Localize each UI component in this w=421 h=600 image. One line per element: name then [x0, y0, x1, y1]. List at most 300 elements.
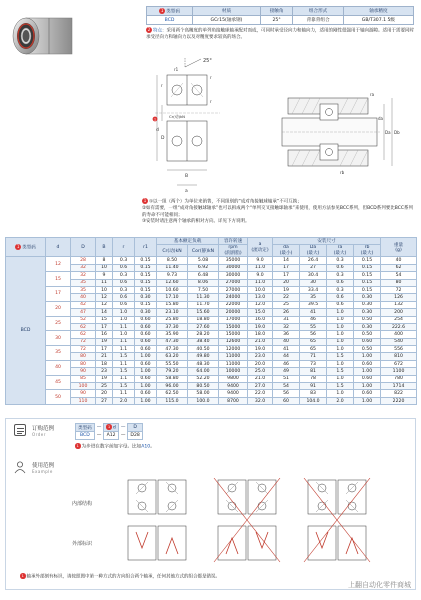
col-Da: Da (最大): [300, 245, 327, 257]
order-code-table: 类型码 — 1 d — D BCD — A12 — D28: [75, 423, 143, 440]
table-cell: 2220: [381, 397, 417, 404]
col-d: d: [46, 238, 71, 257]
table-cell: 9400: [219, 390, 248, 397]
table-cell: 12600: [219, 338, 248, 345]
table-cell: 9.73: [157, 272, 188, 279]
table-cell: 10.60: [157, 286, 188, 293]
table-cell: 80: [381, 279, 417, 286]
table-cell: 1.5: [113, 353, 135, 360]
table-cell: 104.0: [300, 397, 327, 404]
table-cell: 35: [300, 294, 327, 301]
table-cell: 0.6: [113, 279, 135, 286]
table-cell: 90: [71, 390, 96, 397]
table-cell: 0.60: [135, 390, 157, 397]
col-da: da (最小): [273, 245, 300, 257]
table-cell: 27: [300, 264, 327, 271]
inner-diameter-cell: 25: [46, 316, 71, 331]
table-cell: 17: [96, 323, 113, 330]
table-cell: 672: [381, 360, 417, 367]
table-cell: 40: [381, 257, 417, 264]
table-cell: 19: [96, 338, 113, 345]
table-cell: 0.60: [135, 375, 157, 382]
table-cell: 1.00: [135, 397, 157, 404]
table-cell: 2.0: [327, 397, 354, 404]
table-cell: 1.5: [327, 383, 354, 390]
table-cell: 0.30: [135, 309, 157, 316]
table-cell: 35000: [219, 257, 248, 264]
table-cell: 0.15: [135, 301, 157, 308]
table-cell: 0.15: [354, 257, 381, 264]
footer-badge: 1: [21, 573, 24, 578]
drawing-label-r1: r1: [174, 67, 179, 72]
svg-text:1: 1: [153, 117, 157, 122]
spec-value-precision: GB/T307.1 5级: [343, 16, 413, 25]
table-cell: 36: [273, 331, 300, 338]
table-cell: 35: [71, 279, 96, 286]
table-cell: 0.6: [113, 294, 135, 301]
order-note-badge: 1: [76, 443, 79, 448]
table-cell: 13.0: [248, 294, 273, 301]
table-cell: 9800: [219, 375, 248, 382]
table-cell: 0.6: [327, 294, 354, 301]
spec-header-combo: 组合形式: [293, 7, 343, 16]
type-code-cell: BCD: [6, 257, 46, 405]
table-cell: 810: [381, 353, 417, 360]
table-cell: 22000: [219, 301, 248, 308]
table-cell: 32: [71, 272, 96, 279]
table-cell: 556: [381, 346, 417, 353]
table-cell: 0.60: [135, 331, 157, 338]
table-cell: 40: [273, 338, 300, 345]
table-cell: 58.00: [188, 390, 219, 397]
table-cell: 17: [96, 346, 113, 353]
order-value-d: A12: [104, 432, 118, 440]
table-cell: 16.0: [248, 316, 273, 323]
table-cell: 30000: [219, 272, 248, 279]
col-cor: Cor(静)kN: [188, 245, 219, 257]
table-cell: 11000: [219, 360, 248, 367]
table-cell: 200: [381, 309, 417, 316]
table-cell: 0.6: [113, 264, 135, 271]
table-cell: 52.20: [188, 375, 219, 382]
table-cell: 19.0: [248, 346, 273, 353]
table-cell: 35: [71, 286, 96, 293]
table-row: [6, 257, 417, 264]
table-cell: 0.6: [327, 264, 354, 271]
table-cell: 0.6: [327, 279, 354, 286]
table-cell: 23.10: [157, 309, 188, 316]
table-cell: 18.80: [188, 316, 219, 323]
table-cell: 17: [273, 272, 300, 279]
table-cell: 62: [381, 264, 417, 271]
table-cell: 0.3: [113, 272, 135, 279]
drawing-label-d: d: [156, 128, 159, 133]
table-cell: 23.0: [248, 353, 273, 360]
spec-header-precision: 轴承精度: [343, 7, 413, 16]
order-note: 1 为步进在数字前加字母。比如A10。: [76, 443, 155, 450]
table-cell: 17.10: [157, 294, 188, 301]
table-cell: 1.0: [327, 390, 354, 397]
table-cell: 10000: [219, 368, 248, 375]
table-cell: 1.1: [113, 323, 135, 330]
table-cell: 62: [71, 331, 96, 338]
table-cell: 0.3: [113, 286, 135, 293]
inner-diameter-cell: 17: [46, 286, 71, 301]
table-cell: 60: [273, 397, 300, 404]
table-cell: 9.0: [248, 272, 273, 279]
table-cell: 81: [300, 368, 327, 375]
table-cell: 1.5: [113, 383, 135, 390]
col-rpm: rpm (润滑脂): [219, 245, 248, 257]
spec-value-type: BCD: [147, 16, 193, 25]
table-cell: 72: [381, 286, 417, 293]
table-cell: 46: [273, 360, 300, 367]
spec-header-type: 1 类型码: [147, 7, 193, 16]
table-cell: 62.50: [157, 390, 188, 397]
table-cell: 51: [273, 375, 300, 382]
order-header-type: 类型码: [76, 424, 95, 432]
table-cell: 110: [71, 397, 96, 404]
table-cell: 0.15: [135, 279, 157, 286]
table-cell: 15.80: [157, 301, 188, 308]
table-cell: 28: [71, 257, 96, 264]
table-cell: 9: [96, 272, 113, 279]
table-cell: 18: [96, 360, 113, 367]
table-cell: 32.0: [248, 397, 273, 404]
table-cell: 1.5: [327, 368, 354, 375]
table-cell: 21.0: [248, 375, 273, 382]
table-cell: 0.50: [354, 331, 381, 338]
mounting-drawing: [280, 90, 405, 180]
table-cell: 1.1: [113, 390, 135, 397]
table-cell: 49.80: [188, 353, 219, 360]
table-cell: 1.5: [113, 368, 135, 375]
table-cell: 42: [71, 301, 96, 308]
table-cell: 19: [273, 286, 300, 293]
mount-label-ra: ra: [370, 92, 375, 97]
table-cell: 12: [96, 301, 113, 308]
table-cell: 22.0: [248, 390, 273, 397]
table-cell: 0.15: [135, 257, 157, 264]
spec-value-material: GCr15(轴承钢): [193, 16, 261, 25]
inner-diameter-cell: 30: [46, 331, 71, 346]
table-cell: 47: [71, 309, 96, 316]
footer-note: 1 轴承外部刻有标识，请按照图中第一种方式的方向组合两个轴承，任何其他方式的组合都是错误。: [21, 573, 220, 580]
table-cell: 1.00: [135, 368, 157, 375]
drawing-angle: 25°: [203, 58, 212, 64]
table-cell: 32: [273, 323, 300, 330]
col-group-install: 安装尺寸: [273, 238, 381, 245]
table-cell: 20000: [219, 309, 248, 316]
table-cell: 540: [381, 338, 417, 345]
table-cell: 0.15: [135, 286, 157, 293]
table-cell: 0.60: [135, 323, 157, 330]
table-cell: 780: [381, 375, 417, 382]
table-cell: 0.3: [113, 257, 135, 264]
table-cell: 6.92: [188, 264, 219, 271]
table-cell: 10.0: [248, 286, 273, 293]
inner-diameter-cell: 40: [46, 360, 71, 375]
table-cell: 1.1: [113, 346, 135, 353]
table-cell: 30.4: [300, 272, 327, 279]
table-cell: 0.6: [327, 301, 354, 308]
table-cell: 0.60: [354, 375, 381, 382]
inner-diameter-cell: 12: [46, 257, 71, 272]
usage-example-title: 使用范例: [32, 463, 55, 469]
table-cell: 1.1: [113, 338, 135, 345]
order-value-D: D28: [128, 432, 142, 440]
table-cell: 15.60: [188, 309, 219, 316]
table-cell: 0.3: [327, 286, 354, 293]
table-cell: 0.60: [354, 338, 381, 345]
table-cell: 15000: [219, 331, 248, 338]
note-line-3: ③安装时请注意两个轴承的相对方向。详见下方说明。: [142, 219, 250, 225]
note-line-2: ②如有需要，一组“成对角接触球轴承”也可以拆成两个“单列交叉接触球轴承”来使用，使用方法参见BCC系列，但BCD系列要比BCC系列的寿命不可能相同；: [142, 206, 414, 218]
table-cell: 17000: [219, 316, 248, 323]
order-header-d: 1 d: [104, 424, 118, 432]
table-cell: 19: [96, 375, 113, 382]
table-cell: 14: [96, 309, 113, 316]
feature-body: ：采用两个高精度的单列角接触球轴承配对而成，可同时承受径向力和轴向力，适用的刚性很强用于轴向游隙。适用于需要同时承受径向力和轴向力以及对精度要求较高的场合。: [146, 28, 414, 40]
table-cell: 63.20: [157, 353, 188, 360]
table-cell: 0.15: [354, 279, 381, 286]
col-D: D: [71, 238, 96, 257]
table-cell: 822: [381, 390, 417, 397]
usage-diagrams: [118, 478, 388, 570]
col-a: a (流动定): [248, 238, 273, 257]
table-cell: 46: [300, 316, 327, 323]
table-cell: 5.08: [188, 257, 219, 264]
table-cell: 80.50: [188, 383, 219, 390]
table-cell: 54: [273, 383, 300, 390]
table-row: [6, 331, 417, 338]
spec-header-material: 材质: [193, 7, 261, 16]
table-row: [6, 346, 417, 353]
table-cell: 19.0: [248, 323, 273, 330]
col-cr: Cr(动)kN: [157, 245, 188, 257]
table-cell: 8700: [219, 397, 248, 404]
col-B: B: [96, 238, 113, 257]
table-cell: 0.15: [354, 272, 381, 279]
table-cell: 12000: [219, 346, 248, 353]
order-example-icon: [14, 424, 26, 436]
table-cell: 15.0: [248, 309, 273, 316]
table-cell: 15: [96, 316, 113, 323]
table-cell: 0.30: [354, 301, 381, 308]
col-r: r: [113, 238, 135, 257]
table-row: [6, 390, 417, 397]
usage-example-icon: [13, 460, 27, 474]
mount-label-rb: rb: [340, 170, 345, 175]
drawing-label-B: B: [185, 174, 189, 179]
table-cell: 33.4: [300, 286, 327, 293]
table-cell: 0.15: [354, 264, 381, 271]
table-cell: 0.15: [135, 272, 157, 279]
table-cell: 9.0: [248, 257, 273, 264]
table-cell: 1.00: [354, 383, 381, 390]
spec-header-angle: 接触角: [260, 7, 293, 16]
table-cell: 32: [71, 264, 96, 271]
table-cell: 64.00: [188, 368, 219, 375]
table-cell: 100: [71, 383, 96, 390]
table-cell: 85: [71, 375, 96, 382]
table-cell: 20: [96, 390, 113, 397]
table-cell: 1.5: [327, 353, 354, 360]
table-cell: 25: [96, 383, 113, 390]
table-row: [6, 316, 417, 323]
drawing-label-r: r: [210, 75, 212, 80]
table-cell: 48.30: [188, 360, 219, 367]
table-cell: 1.0: [327, 338, 354, 345]
table-cell: 8.06: [188, 279, 219, 286]
table-cell: 0.60: [135, 360, 157, 367]
table-cell: 52: [71, 316, 96, 323]
table-cell: 56: [300, 331, 327, 338]
table-cell: 27.60: [188, 323, 219, 330]
table-cell: 31: [273, 316, 300, 323]
table-cell: 0.60: [354, 360, 381, 367]
table-cell: 7.50: [188, 286, 219, 293]
table-cell: 38.40: [188, 338, 219, 345]
table-cell: 20.0: [248, 360, 273, 367]
table-cell: 44: [273, 353, 300, 360]
table-cell: 35.90: [157, 331, 188, 338]
inner-diameter-cell: 35: [46, 346, 71, 361]
table-cell: 71: [300, 353, 327, 360]
table-row: [6, 272, 417, 279]
table-cell: 11.70: [188, 301, 219, 308]
table-cell: 37.30: [157, 323, 188, 330]
table-cell: 58.80: [157, 375, 188, 382]
table-row: [6, 360, 417, 367]
table-cell: 25.80: [157, 316, 188, 323]
table-cell: 12: [96, 294, 113, 301]
table-cell: 17: [273, 264, 300, 271]
table-cell: 40.50: [188, 346, 219, 353]
table-cell: 10: [96, 286, 113, 293]
table-cell: 1.0: [113, 309, 135, 316]
order-example-sub: Order: [32, 432, 46, 437]
table-cell: 126: [381, 294, 417, 301]
inner-diameter-cell: 15: [46, 272, 71, 287]
table-cell: 1.00: [354, 353, 381, 360]
drawing-label-r3: r: [161, 83, 163, 88]
usage-example-sub: Example: [32, 469, 53, 474]
table-row: [6, 286, 417, 293]
table-cell: 18.0: [248, 331, 273, 338]
table-cell: 27.0: [248, 383, 273, 390]
table-cell: 9400: [219, 383, 248, 390]
spec-value-angle: 25°: [260, 16, 293, 25]
table-cell: 0.50: [354, 316, 381, 323]
table-cell: 1.0: [327, 331, 354, 338]
table-cell: 10: [96, 264, 113, 271]
table-cell: 41: [273, 346, 300, 353]
order-example-heading: [32, 424, 54, 437]
table-cell: 54: [381, 272, 417, 279]
dimension-table: [5, 237, 417, 405]
spec-badge: 1: [160, 7, 164, 13]
table-cell: 96.00: [157, 383, 188, 390]
feature-text: [146, 27, 414, 41]
col-r1: r1: [135, 238, 157, 257]
table-cell: 56: [273, 390, 300, 397]
table-cell: 1.0: [327, 360, 354, 367]
table-cell: 1.0: [327, 375, 354, 382]
table-cell: 1.00: [135, 383, 157, 390]
table-cell: 0.60: [135, 316, 157, 323]
mount-label-da: da: [378, 116, 383, 121]
table-cell: 27000: [219, 279, 248, 286]
table-cell: 0.30: [354, 323, 381, 330]
spec-table: [146, 6, 414, 25]
table-cell: 65: [300, 338, 327, 345]
table-cell: 8: [96, 257, 113, 264]
table-cell: 6.48: [188, 272, 219, 279]
table-cell: 28.20: [188, 331, 219, 338]
table-cell: 65: [300, 346, 327, 353]
table-cell: 222.6: [381, 323, 417, 330]
order-header-D: D: [128, 424, 142, 432]
table-cell: 39.5: [300, 301, 327, 308]
table-row: [6, 301, 417, 308]
usage-example-heading: [32, 461, 54, 474]
table-cell: 11.30: [188, 294, 219, 301]
drawing-label-r2: r: [210, 99, 212, 104]
table-cell: 0.30: [354, 309, 381, 316]
table-cell: 80: [71, 353, 96, 360]
drawing-label-a: a: [185, 189, 188, 194]
table-cell: 62: [71, 323, 96, 330]
table-cell: 11.0: [248, 264, 273, 271]
col-ra: ra (最大): [327, 245, 354, 257]
table-cell: 79.20: [157, 368, 188, 375]
dimension-table-body: [6, 257, 417, 405]
table-cell: 47.30: [157, 346, 188, 353]
inner-diameter-cell: 50: [46, 390, 71, 405]
table-cell: 1.0: [113, 331, 135, 338]
table-cell: 0.15: [354, 286, 381, 293]
table-cell: 115.0: [157, 397, 188, 404]
notes-badge: 1: [143, 198, 147, 203]
col-group-load: 基本额定负载: [157, 238, 219, 245]
table-cell: 41: [300, 309, 327, 316]
table-cell: 23: [96, 368, 113, 375]
table-cell: 27000: [219, 286, 248, 293]
table-cell: 254: [381, 316, 417, 323]
order-example-title: 订购范例: [32, 426, 55, 432]
table-cell: 1.0: [327, 323, 354, 330]
mount-label-Da: Da: [385, 130, 391, 135]
col-rb: rb (最大): [354, 245, 381, 257]
table-cell: 21: [96, 353, 113, 360]
table-cell: 91: [300, 383, 327, 390]
table-cell: 11.0: [248, 279, 273, 286]
table-cell: 30: [300, 279, 327, 286]
section-drawing: [145, 55, 255, 200]
table-cell: 8.50: [157, 257, 188, 264]
table-cell: 2.0: [113, 397, 135, 404]
table-cell: 1.1: [113, 360, 135, 367]
table-cell: 1.0: [327, 309, 354, 316]
table-cell: 24000: [219, 294, 248, 301]
table-badge: 1: [16, 243, 20, 249]
table-cell: 0.60: [135, 338, 157, 345]
table-cell: 73: [300, 360, 327, 367]
inner-diameter-cell: 45: [46, 375, 71, 390]
table-cell: 26.4: [300, 257, 327, 264]
spec-value-combo: 背靠背组合: [293, 16, 343, 25]
